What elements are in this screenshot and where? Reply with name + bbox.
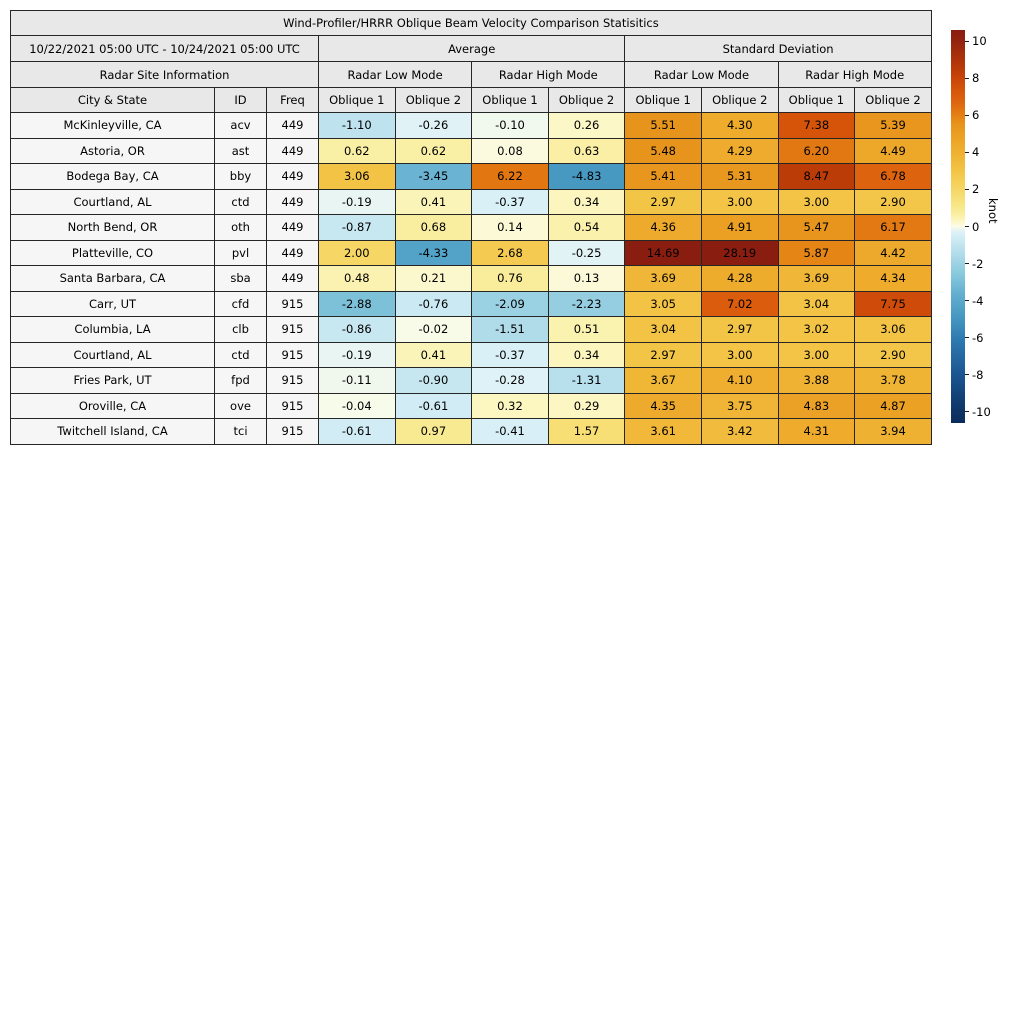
colorbar-unit-label: knot (986, 198, 1000, 224)
group-header-average: Average (319, 36, 625, 62)
cell-value: 0.54 (548, 215, 625, 241)
std-high-mode-header: Radar High Mode (778, 62, 931, 88)
colorbar-tick-label: -4 (972, 293, 984, 308)
table-row (11, 113, 932, 139)
cell-value: 6.78 (855, 164, 932, 190)
cell-value: 0.32 (472, 393, 549, 419)
col-header-id: ID (215, 88, 267, 113)
col-header-oblique2: Oblique 2 (701, 88, 778, 113)
cell-value: 0.41 (395, 189, 472, 215)
cell-value: -0.19 (319, 342, 396, 368)
cell-value: 0.29 (548, 393, 625, 419)
colorbar-tick-mark (965, 226, 969, 227)
cell-value: 0.08 (472, 138, 549, 164)
cell-value: -0.10 (472, 113, 549, 139)
cell-city-state: Platteville, CO (11, 240, 215, 266)
cell-value: 4.34 (855, 266, 932, 292)
cell-value: -0.19 (319, 189, 396, 215)
cell-id: ctd (215, 342, 267, 368)
cell-freq: 449 (267, 113, 319, 139)
cell-value: -0.37 (472, 342, 549, 368)
cell-value: -0.37 (472, 189, 549, 215)
cell-value: 0.63 (548, 138, 625, 164)
cell-value: 6.17 (855, 215, 932, 241)
cell-value: 3.00 (701, 189, 778, 215)
colorbar (951, 30, 965, 423)
cell-value: 3.75 (701, 393, 778, 419)
colorbar-tick-label: -8 (972, 367, 984, 382)
cell-value: 3.00 (701, 342, 778, 368)
cell-value: 3.69 (778, 266, 855, 292)
cell-value: 4.28 (701, 266, 778, 292)
cell-value: 4.31 (778, 419, 855, 445)
colorbar-tick-label: 0 (972, 219, 980, 234)
colorbar-tick-label: 6 (972, 108, 980, 123)
cell-city-state: Bodega Bay, CA (11, 164, 215, 190)
cell-value: -0.61 (395, 393, 472, 419)
cell-value: 0.21 (395, 266, 472, 292)
cell-freq: 449 (267, 189, 319, 215)
cell-value: 0.97 (395, 419, 472, 445)
cell-id: bby (215, 164, 267, 190)
avg-high-mode-header: Radar High Mode (472, 62, 625, 88)
cell-city-state: Columbia, LA (11, 317, 215, 343)
cell-value: -0.11 (319, 368, 396, 394)
cell-value: -4.33 (395, 240, 472, 266)
table-row (11, 215, 932, 241)
cell-value: 6.22 (472, 164, 549, 190)
col-header-oblique1: Oblique 1 (625, 88, 702, 113)
cell-value: 4.36 (625, 215, 702, 241)
cell-value: 3.61 (625, 419, 702, 445)
cell-city-state: Oroville, CA (11, 393, 215, 419)
cell-value: 0.62 (319, 138, 396, 164)
cell-freq: 915 (267, 393, 319, 419)
avg-low-mode-header: Radar Low Mode (319, 62, 472, 88)
colorbar-tick-label: -2 (972, 256, 984, 271)
table-row (11, 291, 932, 317)
cell-value: 3.05 (625, 291, 702, 317)
col-header-oblique2: Oblique 2 (548, 88, 625, 113)
cell-freq: 449 (267, 266, 319, 292)
cell-value: 5.48 (625, 138, 702, 164)
cell-city-state: Astoria, OR (11, 138, 215, 164)
cell-id: fpd (215, 368, 267, 394)
cell-id: pvl (215, 240, 267, 266)
cell-value: -2.88 (319, 291, 396, 317)
cell-value: -0.04 (319, 393, 396, 419)
cell-value: 2.90 (855, 189, 932, 215)
cell-value: 0.76 (472, 266, 549, 292)
table-row (11, 342, 932, 368)
cell-value: 1.57 (548, 419, 625, 445)
cell-value: 5.47 (778, 215, 855, 241)
cell-id: acv (215, 113, 267, 139)
cell-value: 5.87 (778, 240, 855, 266)
cell-id: ove (215, 393, 267, 419)
cell-city-state: Carr, UT (11, 291, 215, 317)
cell-value: 2.68 (472, 240, 549, 266)
colorbar-tick-mark (965, 115, 969, 116)
cell-freq: 915 (267, 317, 319, 343)
cell-city-state: Santa Barbara, CA (11, 266, 215, 292)
cell-value: 3.06 (855, 317, 932, 343)
std-low-mode-header: Radar Low Mode (625, 62, 778, 88)
cell-freq: 449 (267, 215, 319, 241)
cell-city-state: Fries Park, UT (11, 368, 215, 394)
cell-value: -3.45 (395, 164, 472, 190)
cell-freq: 915 (267, 419, 319, 445)
cell-value: 0.14 (472, 215, 549, 241)
cell-id: sba (215, 266, 267, 292)
cell-value: -2.09 (472, 291, 549, 317)
cell-value: 3.04 (778, 291, 855, 317)
cell-value: 4.49 (855, 138, 932, 164)
group-header-standard-deviation: Standard Deviation (625, 36, 931, 62)
col-header-oblique2: Oblique 2 (855, 88, 932, 113)
cell-value: -1.31 (548, 368, 625, 394)
cell-value: -0.26 (395, 113, 472, 139)
colorbar-tick-mark (965, 300, 969, 301)
cell-id: ast (215, 138, 267, 164)
table-row (11, 138, 932, 164)
cell-value: 2.90 (855, 342, 932, 368)
cell-value: -0.87 (319, 215, 396, 241)
col-header-oblique2: Oblique 2 (395, 88, 472, 113)
cell-id: cfd (215, 291, 267, 317)
cell-value: -0.28 (472, 368, 549, 394)
colorbar-tick-mark (965, 263, 969, 264)
cell-value: 3.04 (625, 317, 702, 343)
col-header-oblique1: Oblique 1 (319, 88, 396, 113)
cell-value: 2.00 (319, 240, 396, 266)
cell-id: ctd (215, 189, 267, 215)
cell-id: tci (215, 419, 267, 445)
colorbar-tick-mark (965, 337, 969, 338)
cell-value: -0.41 (472, 419, 549, 445)
cell-freq: 449 (267, 138, 319, 164)
colorbar-tick-label: 8 (972, 71, 980, 86)
cell-freq: 449 (267, 240, 319, 266)
cell-value: 0.48 (319, 266, 396, 292)
cell-value: 3.42 (701, 419, 778, 445)
cell-value: -0.76 (395, 291, 472, 317)
cell-value: 3.00 (778, 189, 855, 215)
cell-city-state: Twitchell Island, CA (11, 419, 215, 445)
colorbar-tick-mark (965, 189, 969, 190)
colorbar-tick-mark (965, 374, 969, 375)
cell-value: 3.94 (855, 419, 932, 445)
cell-value: 5.31 (701, 164, 778, 190)
cell-freq: 915 (267, 368, 319, 394)
cell-value: 0.26 (548, 113, 625, 139)
cell-value: 2.97 (701, 317, 778, 343)
cell-id: clb (215, 317, 267, 343)
table-row (11, 266, 932, 292)
cell-value: 0.68 (395, 215, 472, 241)
cell-value: -0.02 (395, 317, 472, 343)
cell-value: 0.51 (548, 317, 625, 343)
cell-value: 7.75 (855, 291, 932, 317)
cell-city-state: McKinleyville, CA (11, 113, 215, 139)
cell-value: 4.10 (701, 368, 778, 394)
cell-value: -4.83 (548, 164, 625, 190)
stats-table (10, 10, 932, 445)
cell-value: 3.78 (855, 368, 932, 394)
cell-value: -0.61 (319, 419, 396, 445)
cell-freq: 915 (267, 342, 319, 368)
col-header-oblique1: Oblique 1 (778, 88, 855, 113)
cell-city-state: North Bend, OR (11, 215, 215, 241)
table-row (11, 317, 932, 343)
cell-city-state: Courtland, AL (11, 342, 215, 368)
colorbar-tick-label: 10 (972, 34, 987, 49)
table-title: Wind-Profiler/HRRR Oblique Beam Velocity Comparison Statisitics (11, 11, 932, 36)
cell-value: 4.35 (625, 393, 702, 419)
cell-value: 14.69 (625, 240, 702, 266)
col-header-freq: Freq (267, 88, 319, 113)
cell-value: 3.69 (625, 266, 702, 292)
colorbar-tick-mark (965, 152, 969, 153)
cell-value: -2.23 (548, 291, 625, 317)
cell-value: 3.06 (319, 164, 396, 190)
cell-value: -0.25 (548, 240, 625, 266)
cell-value: -1.10 (319, 113, 396, 139)
col-header-oblique1: Oblique 1 (472, 88, 549, 113)
table-row (11, 368, 932, 394)
table-row (11, 393, 932, 419)
cell-value: 7.02 (701, 291, 778, 317)
cell-value: 3.02 (778, 317, 855, 343)
cell-value: 0.34 (548, 189, 625, 215)
colorbar-tick-label: 2 (972, 182, 980, 197)
cell-value: 8.47 (778, 164, 855, 190)
table-row (11, 189, 932, 215)
cell-value: -0.90 (395, 368, 472, 394)
cell-value: -1.51 (472, 317, 549, 343)
colorbar-tick-label: -10 (972, 404, 991, 419)
date-range: 10/22/2021 05:00 UTC - 10/24/2021 05:00 UTC (11, 36, 319, 62)
cell-id: oth (215, 215, 267, 241)
cell-value: 4.87 (855, 393, 932, 419)
cell-value: 3.00 (778, 342, 855, 368)
cell-value: 5.51 (625, 113, 702, 139)
cell-value: 5.39 (855, 113, 932, 139)
site-info-header: Radar Site Information (11, 62, 319, 88)
cell-city-state: Courtland, AL (11, 189, 215, 215)
table-row (11, 240, 932, 266)
cell-value: 5.41 (625, 164, 702, 190)
cell-freq: 915 (267, 291, 319, 317)
cell-value: 28.19 (701, 240, 778, 266)
cell-value: 3.67 (625, 368, 702, 394)
cell-value: 6.20 (778, 138, 855, 164)
cell-value: 3.88 (778, 368, 855, 394)
cell-value: 4.42 (855, 240, 932, 266)
table-row (11, 419, 932, 445)
cell-value: 0.13 (548, 266, 625, 292)
colorbar-tick-mark (965, 411, 969, 412)
cell-value: 4.30 (701, 113, 778, 139)
cell-value: 2.97 (625, 342, 702, 368)
cell-value: 0.41 (395, 342, 472, 368)
cell-value: 4.29 (701, 138, 778, 164)
cell-value: 2.97 (625, 189, 702, 215)
cell-freq: 449 (267, 164, 319, 190)
cell-value: 7.38 (778, 113, 855, 139)
colorbar-tick-mark (965, 41, 969, 42)
colorbar-tick-mark (965, 78, 969, 79)
table-row (11, 164, 932, 190)
cell-value: 0.34 (548, 342, 625, 368)
col-header-city-state: City & State (11, 88, 215, 113)
colorbar-tick-label: -6 (972, 330, 984, 345)
cell-value: -0.86 (319, 317, 396, 343)
cell-value: 4.83 (778, 393, 855, 419)
cell-value: 0.62 (395, 138, 472, 164)
colorbar-tick-label: 4 (972, 145, 980, 160)
cell-value: 4.91 (701, 215, 778, 241)
